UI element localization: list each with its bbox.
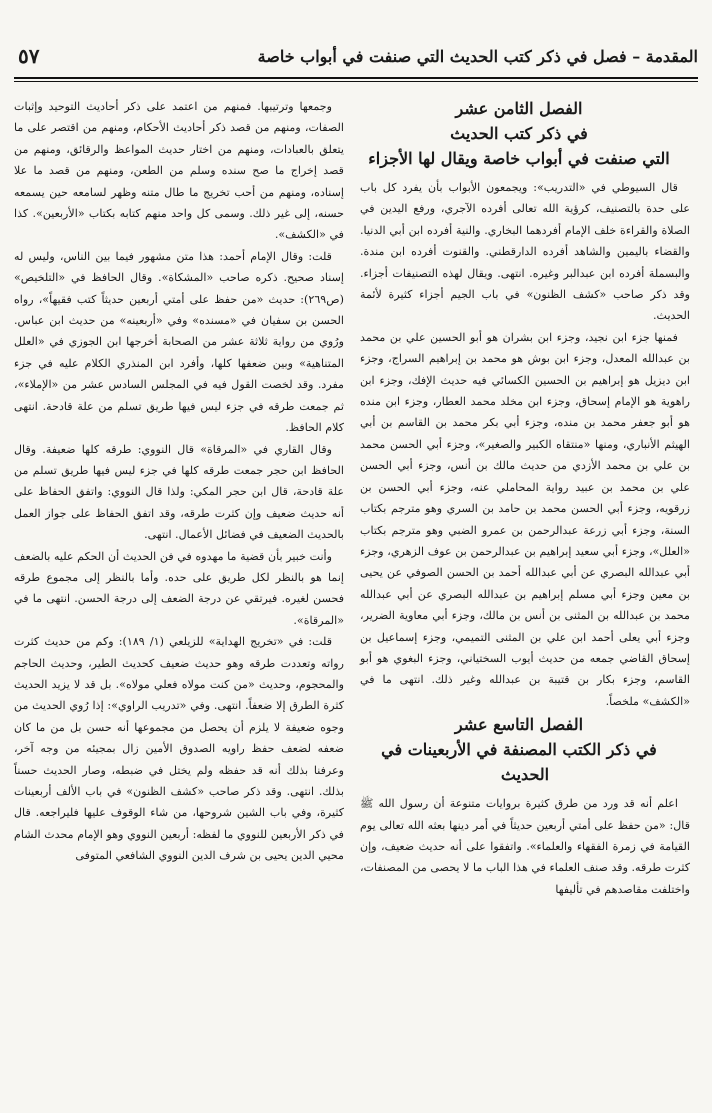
- page-number: ٥٧: [18, 44, 40, 68]
- paragraph: وجمعها وترتيبها. فمنهم من اعتمد على ذكر أحاديث التوحيد وإثبات الصفات، ومنهم من قصد ذكر أحاديث الأحكام، ومنهم من اقتصر على ما يتعلق بالعبادات، ومنهم من اختار حديث المواعظ والرقائق، ومنهم من قصد إخراج ما صح سنده وسلم من الطعن، ومنهم من قصد ما علا إسناده، ومنهم من أحب تخريج ما طال متنه وظهر لسامعه حين يسمعه حسنه، إلى غير ذلك. وسمى كل واحد منهم كتابه بكتاب «الأربعين». كذا في «الكشف».: [14, 100, 344, 242]
- chapter-18-number: الفصل الثامن عشر: [455, 99, 583, 118]
- chapter-18-title: في ذكر كتب الحديث: [450, 124, 588, 143]
- paragraph: قال السيوطي في «التدريب»: ويجمعون الأبواب بأن يفرد كل باب على حدة بالتصنيف، كرؤية الله تعالى أفرده الآجري، ورفع اليدين في الصلاة والقراءة خلف الإمام أفردهما البخاري. والنية أفرده ابن أبي الدنيا. والقضاء باليمين والشاهد أفرده الدارقطني. والقنوت أفرده ابن مندة. والبسملة أفرده ابن عبدالبر وغيره. انتهى. ويقال لهذه التصنيفات أجزاء. وقد ذكر صاحب «كشف الظنون» في باب الجيم أجزاء كثيرة لأئمة الحديث.: [360, 181, 690, 323]
- paragraph: وقال القاري في «المرقاة» قال النووي: طرقه كلها ضعيفة. وقال الحافظ ابن حجر جمعت طرقه كلها في جزء ليس فيها طريق تسلم من علة قادحة، قال ابن حجر المكي: ولذا قال النووي: واتفق الحفاظ على أنه حديث ضعيف وإن كثرت طرقه، وقد اتفق الحفاظ على جواز العمل بالحديث الضعيف في فضائل الأعمال. انتهى.: [14, 442, 344, 542]
- paragraph: قلت: في «تخريج الهداية» للزيلعي (١/ ١٨٩): وكم من حديث كثرت رواته وتعددت طرقه وهو حديث ضعيف كحديث الطير، وحديث الحاجم والمحجوم، وحديث «من كنت مولاه فعلي مولاه». بل قد لا يزيد الحديث كثرة الطرق إلا ضعفاً. انتهى. وفي «تدريب الراوي»: إذا رُوي الحديث من وجوه ضعيفة لا يلزم أن يحصل من مجموعها أنه حسن بل من ما كان ضعفه لضعف حفظ راويه الصدوق الأمين زال بمجيئه من وجه آخر، وعرفنا بذلك أنه قد حفظه ولم يختل في ضبطه، وصار الحديث حسناً بذلك. انتهى. وقد ذكر صاحب «كشف الظنون» في باب الألف أربعينات كثيرة، وفي باب الشين شروحها، من شاء الوقوف عليها فليراجعه. قال في ذكر الأربعين للنووي ما لفظه: أربعين النووي وهو الإمام محدث الشام محيي الدين يحيى بن شرف الدين النووي الشافعي المتوفى: [14, 635, 344, 863]
- header-rule: [14, 77, 698, 79]
- paragraph: فمنها جزء ابن نجيد، وجزء ابن بشران هو أبو الحسين علي بن محمد بن عبدالله المعدل، وجزء ابن بوش هو محمد بن إبراهيم السراج، وجزء ابن ديزيل هو إبراهيم بن الحسين الكسائي فيه حديث الإفك، وجزء ابن راهوية هو الإمام إسحاق، وجزء ابن مخلد محمد العطار، وجزء ابن منده هو أبو جعفر محمد بن منده، وجزء أبي بكر محمد بن القاسم بن أبي الهيثم الأنباري، ومنها «منتقاه الكبير والصغير»، وجزء أبي الحسن محمد بن علي بن محمد الأزدي من حديث مالك بن أنس، وجزء أبي الحسن علي بن محمد بن عبيد رواية المحاملي عنه، وجزء أبي الحسن بن زرقويه، وجزء أبي الحسن محمد بن حامد بن السري وهو مترجم بكتاب السنة، وجزء أبي زرعة عبدالرحمن بن عمرو الضبي وهو مترجم بكتاب «العلل»، وجزء أبي سعيد إبراهيم بن عبدالرحمن بن عوف الزهري، وجزء أبي عبدالله البصري عن أبي عبدالله أحمد بن الحسن الصوفي عن يحيى بن معين وجزء أبي مسلم إبراهيم بن عبدالله البصري عن أبي عبدالله محمد بن عبدالله بن المثنى بن أنس بن مالك، وجزء أبي معاوية الضرير، وجزء أبي يعلى أحمد ابن علي بن المثنى التميمي، وجزء إسماعيل بن إسحاق القاضي جمعه من حديث أيوب السختياني، وجزء البغوي هو أبو القاسم، وجزء بكار بن قتيبة بن عبدالله وغير ذلك. انتهى ما في «الكشف» ملخصاً.: [360, 330, 690, 708]
- paragraph: وأنت خبير بأن قضية ما مهدوه في فن الحديث أن الحكم عليه بالضعف إنما هو بالنظر لكل طريق على حده. وأما بالنظر إلى مجموع طرقه فحسن لغيره. فيرتقي عن درجة الضعف إلى درجة الحسن. انتهى ما في «المرقاة».: [14, 549, 344, 627]
- running-title: المقدمة – فصل في ذكر كتب الحديث التي صنفت في أبواب خاصة: [257, 46, 698, 66]
- chapter-19-title: في ذكر الكتب المصنفة في الأربعينات في الحديث: [381, 740, 657, 785]
- page-header: [14, 38, 698, 74]
- paragraph: قلت: وقال الإمام أحمد: هذا متن مشهور فيما بين الناس، وليس له إسناد صحيح. ذكره صاحب «المشكاة». وقال الحافظ في «التلخيص» (ص٢٦٩): حديث «من حفظ على أمتي أربعين حديثاً كتب فقيهاً»، رواه الحسن بن سفيان في «مسنده» وفي «أربعينه» من حديث ابن عباس. ورُوي من رواية ثلاثة عشر من الصحابة أخرجها ابن الجوزي في «العلل المتناهية» وبين ضعفها كلها، وأفرد ابن المنذري الكلام عليه في جزء مفرد. وقد لخصت القول فيه في المجلس السادس عشر من «الإملاء»، ثم جمعت طرقه في جزء ليس فيها طريق تسلم من علة قادحة. انتهى كلام الحافظ.: [14, 249, 344, 435]
- chapter-19-number: الفصل التاسع عشر: [454, 715, 584, 735]
- paragraph: اعلم أنه قد ورد من طرق كثيرة بروايات متنوعة أن رسول الله ﷺ قال: «من حفظ على أمتي أربعين حديثاً في أمر دينها بعثه الله تعالى يوم القيامة في زمرة الفقهاء والعلماء». واتفقوا على أنه حديث ضعيف، وإن كثرت طرقه. وقد صنف العلماء في هذا الباب ما لا يحصى من المصنفات، واختلفت مقاصدهم في تأليفها: [360, 797, 690, 896]
- left-column: [14, 96, 344, 867]
- chapter-18-subtitle: التي صنفت في أبواب خاصة ويقال لها الأجزاء: [368, 149, 670, 168]
- header-rule-thin: [14, 81, 698, 82]
- right-column: [360, 96, 690, 900]
